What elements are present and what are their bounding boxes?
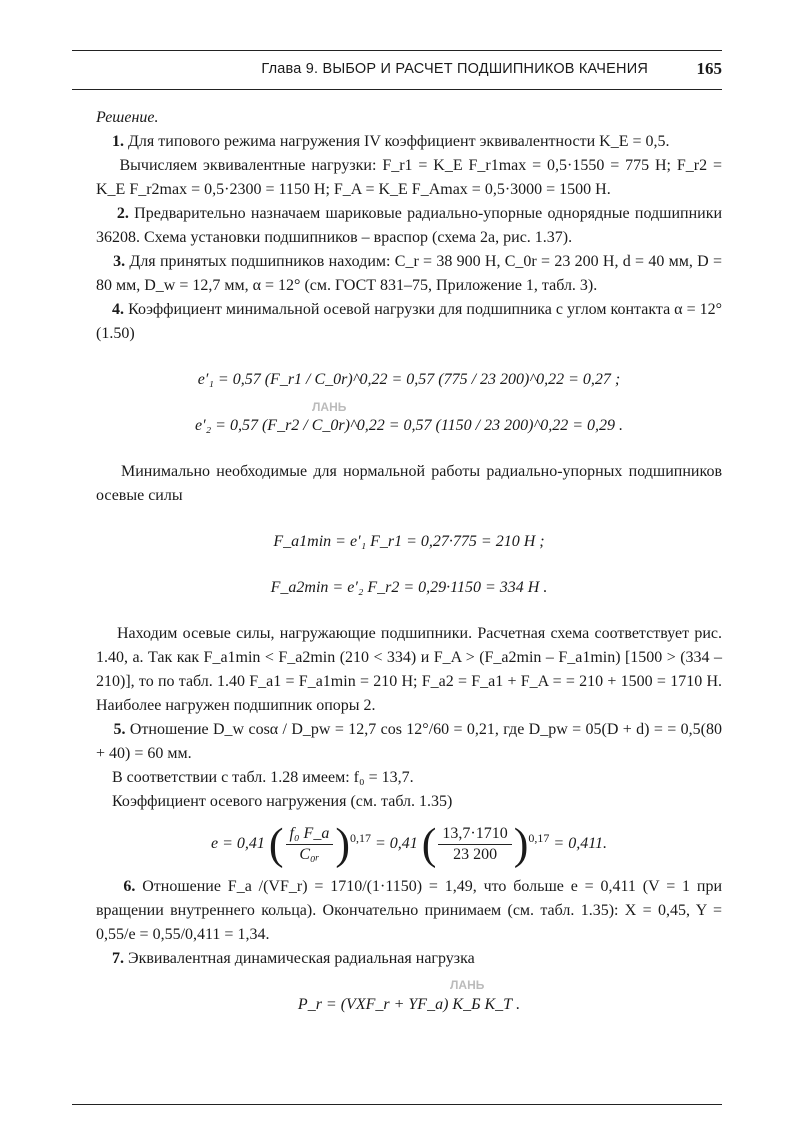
solution-heading: Решение. — [96, 109, 159, 126]
formula-paren: ( — [268, 819, 284, 869]
fraction-fa-c0r — [286, 824, 334, 865]
item-number: 7. — [112, 950, 124, 967]
paragraph-7 — [96, 947, 722, 971]
item-text: Коэффициент осевого нагружения (см. табл. 1.35) — [112, 793, 453, 810]
chapter-title: Глава 9. ВЫБОР И РАСЧЕТ ПОДШИПНИКОВ КАЧЕНИЯ — [261, 61, 648, 77]
fraction-bottom: 23 200 — [453, 846, 498, 863]
item-text: В соответствии с табл. 1.28 имеем: f₀ = 13,7. — [112, 769, 414, 786]
exponent: 0,17 — [349, 830, 371, 845]
formula-fa2min: F_a2min = e′₂ F_r2 = 0,29·1150 = 334 Н . — [270, 579, 548, 596]
fraction-numeric — [438, 824, 511, 865]
fraction-bottom: C₀ᵣ — [299, 846, 320, 863]
formula-paren: ) — [335, 819, 350, 869]
paragraph-2 — [96, 202, 722, 250]
paragraph-1 — [96, 130, 722, 154]
watermark-logo: ЛАНЬ — [450, 978, 485, 992]
item-text: Отношение D_w cosα / D_pw = 12,7 cos 12°/60 = 0,21, где D_pw = 05(D + d) = = 0,5(80 + 40) = 60 мм. — [96, 721, 722, 762]
item-number: 6. — [123, 878, 136, 895]
watermark-logo: ЛАНЬ — [312, 400, 347, 414]
formula-fa1min: F_a1min = e′₁ F_r1 = 0,27·775 = 210 Н ; — [273, 533, 545, 550]
formula-e-left: e = 0,41 — [210, 835, 265, 853]
formula-e-right: = 0,411. — [553, 835, 608, 853]
paragraph-4 — [96, 298, 722, 346]
paragraph-loads — [96, 154, 722, 202]
item-text: Эквивалентная динамическая радиальная нагрузка — [128, 950, 475, 967]
item-text: Вычисляем эквивалентные нагрузки: F_r1 = K_E F_r1max = 0,5·1550 = 775 Н; F_r2 = K_E F_r2max = 0,5·2300 = 1150 Н; F_A = K_E F_Amax = 0,5·3000 = 1500 Н. — [96, 157, 722, 198]
item-number: 3. — [113, 253, 126, 270]
formula-paren: ( — [421, 819, 437, 869]
paragraph-min-forces — [96, 460, 722, 508]
formula-e2: e′₂ = 0,57 (F_r2 / C_0r)^0,22 = 0,57 (1150 / 23 200)^0,22 = 0,29 . — [195, 417, 623, 434]
item-text: Предварительно назначаем шариковые радиально-упорные однорядные подшипники 36208. Схема установки подшипников – враспор (схема 2а, рис. 1.37). — [96, 205, 723, 246]
item-text: Для типового режима нагружения IV коэффициент эквивалентности K_E = 0,5. — [128, 133, 670, 150]
item-text: Коэффициент минимальной осевой нагрузки для подшипника с углом контакта α = 12° (1.50) — [96, 301, 723, 342]
paragraph-3 — [96, 250, 722, 298]
paragraph-6 — [96, 875, 722, 947]
formula-e1: e′₁ = 0,57 (F_r1 / C_0r)^0,22 = 0,57 (775 / 23 200)^0,22 = 0,27 ; — [197, 371, 621, 388]
formula-paren: ) — [513, 819, 529, 869]
paragraph-axial-forces — [96, 622, 722, 718]
paragraph-f0 — [96, 766, 722, 790]
formula-pr: P_r = (VXF_r + YF_a) K_Б K_Т . — [297, 996, 521, 1013]
item-number: 5. — [113, 721, 126, 738]
paragraph-5 — [96, 718, 722, 766]
fraction-top: 13,7·1710 — [438, 824, 511, 845]
page-body — [96, 106, 722, 1039]
formula-e-mid: = 0,41 — [374, 835, 418, 853]
fraction-top: f₀ F_a — [286, 824, 334, 845]
page-number: 165 — [696, 59, 722, 78]
formula-e — [96, 819, 722, 869]
footer-rule — [72, 1104, 722, 1105]
item-text: Для принятых подшипников находим: C_r = 38 900 Н, C_0r = 23 200 Н, d = 40 мм, D = 80 мм, D_w = 12,7 мм, α = 12° (см. ГОСТ 831–75, Приложение 1, табл. 3). — [96, 253, 722, 294]
item-number: 2. — [116, 205, 129, 222]
item-text: Находим осевые силы, нагружающие подшипники. Расчетная схема соответствует рис. 1.40, а. Так как F_a1min < F_a2min (210 < 334) и F_A > (F_a2min – F_a1min) [1500 > (334 – 210)], то по табл. 1.40 F_a1 = F_a1min = 210 Н; F_a2 = F_a1 + F_A = = 210 + 1500 = 1710 Н. Наиболее нагружен подшипник опоры 2. — [96, 625, 722, 714]
running-header — [72, 50, 722, 90]
item-number: 1. — [112, 133, 124, 150]
paragraph-axial-coef — [96, 790, 722, 814]
item-number: 4. — [112, 301, 125, 318]
item-text: Минимально необходимые для нормальной работы радиально-упорных подшипников осевые силы — [96, 463, 723, 504]
item-text: Отношение F_a /(VF_r) = 1710/(1·1150) = 1,49, что больше e = 0,411 (V = 1 при вращении внутреннего кольца). Окончательно принимаем (см. табл. 1.35): X = 0,45, Y = 0,55/e = 0,55/0,411 = 1,34. — [96, 878, 723, 943]
exponent: 0,17 — [528, 830, 550, 845]
